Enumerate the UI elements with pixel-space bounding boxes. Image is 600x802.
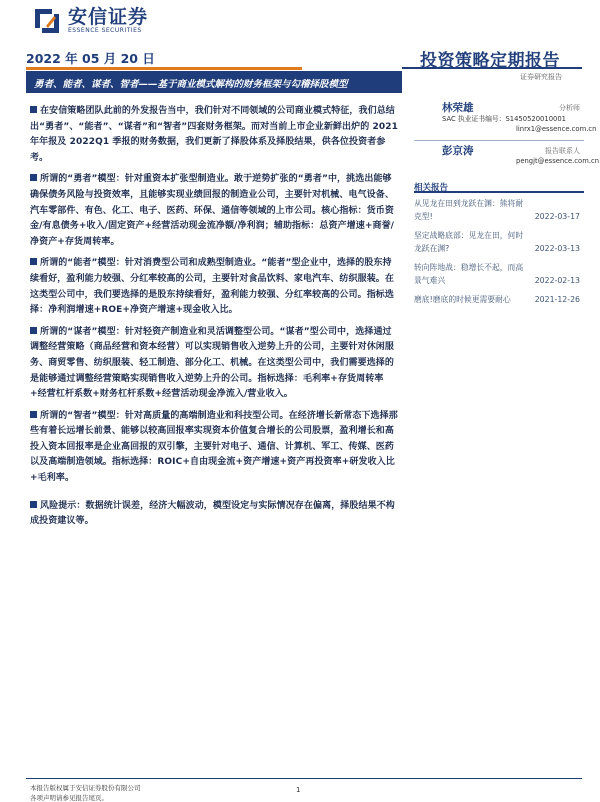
summary-paragraph: 在安信策略团队此前的外发报告当中，我们针对不同领域的公司商业模式特征，我们总结出“勇者”、“能者”、“谋者”和“智者”四套财务框架。而对当前上市企业新鲜出炉的 2021 年年报及 2022Q1 季报的财务数据，我们更新了择股体系及择股结果，供各位投资者参考。 (30, 106, 399, 163)
contact-email[interactable]: pengjt@essence.com.cn (516, 157, 600, 165)
analyst-name: 林荣雄 (442, 102, 474, 114)
report-date: 2022 年 05 月 20 日 (26, 51, 155, 66)
page-number: 1 (296, 786, 301, 794)
analyst-card (414, 100, 597, 141)
company-logo (32, 6, 148, 36)
square-bullet-icon (30, 327, 37, 334)
header-orange-rule (26, 67, 302, 70)
logo-text-cn: 安信证券 (68, 6, 149, 28)
report-subtitle: 勇者、能者、谋者、智者——基于商业模式解构的财务框架与勾稽择股模型 (34, 79, 348, 90)
analyst-role: 分析师 (559, 104, 580, 112)
contact-name: 彭京涛 (442, 145, 474, 157)
sidebar (414, 100, 600, 312)
related-report-title[interactable]: 转向阵地战：稳增长不起，而高景气难兴 (414, 263, 524, 285)
square-bullet-icon (30, 106, 37, 113)
summary-paragraph: 所谓的“勇者”模型：针对重资本扩张型制造业。敢于逆势扩张的“勇者”中，挑选出能够确保债务风险与投资效率，且能够实现业绩回报的制造业公司，主要针对机械、电气设备、汽车零部件、有色、化工、电子、医药、环保、通信等领域的上市公司。核心指标：货币资金/有息债务+收入/固定资产+经营活动现金流净额/净利润；辅助指标：总资产增速+商誉/净资产+存货周转率。 (30, 174, 395, 247)
related-report-date: 2021-12-26 (534, 295, 580, 304)
summary-paragraph: 所谓的“智者”模型：针对高质量的高端制造业和科技型公司。在经济增长新常态下选择那些有着长远增长前景、能够以较高回报率实现资本价值复合增长的公司股票，盈利增长和高投入资本回报率是企业高回报的双引擎，主要针对电子、通信、计算机、军工、传媒、医药以及高端制造领域。指标选择：ROIC+自由现金流+资产增速+资产再投资率+研发收入比+毛利率。 (30, 410, 398, 484)
related-report-date: 2022-03-13 (534, 244, 580, 253)
related-report-title[interactable]: 坚定战略底部：见龙在田，何时龙跃在渊? (414, 231, 524, 253)
related-report-item[interactable] (414, 229, 584, 255)
contact-card (414, 143, 600, 169)
related-report-item[interactable] (414, 197, 584, 223)
risk-paragraph: 风险提示：数据统计误差，经济大幅波动，模型设定与实际情况存在偏离，择股结果不构成投资建议等。 (30, 500, 395, 527)
analyst-sac-number: SAC 执业证书编号：S1450520010001 (442, 115, 566, 123)
contact-role: 报告联系人 (545, 147, 580, 155)
related-report-item[interactable] (414, 261, 584, 287)
logo-icon (32, 6, 62, 36)
related-report-title[interactable]: 磨底!磨底的时候更需要耐心 (414, 295, 511, 304)
square-bullet-icon (30, 174, 37, 181)
footer-rule (26, 778, 582, 779)
related-report-date: 2022-02-13 (534, 276, 580, 285)
subtitle-bar (26, 71, 402, 93)
logo-text-en: ESSENCE SECURITIES (68, 27, 142, 34)
related-report-item[interactable] (414, 293, 584, 306)
main-summary (30, 104, 400, 536)
date-row (26, 46, 300, 68)
report-title: 投资策略定期报告 (420, 51, 560, 71)
report-type: 证券研究报告 (520, 73, 562, 81)
related-report-date: 2022-03-17 (534, 212, 580, 221)
footer-copyright: 本报告版权属于安信证券股份有限公司 (30, 784, 141, 792)
related-reports-title: 相关报告 (414, 183, 449, 193)
summary-paragraph: 所谓的“谋者”模型：针对轻资产制造业和灵活调整型公司。“谋者”型公司中，选择通过调整经营策略（商品经营和资本经营）可以实现销售收入逆势上升的公司，主要针对休闲服务、商贸零售、纺织服装、轻工制造、部分化工、机械。在这类型公司中，我们需要选择的是能够通过调整经营策略实现销售收入逆势上升的公司。指标选择：毛利率+存货周转率+经营杠杆系数+财务杠杆系数+经营活动现金净流入/营业收入。 (30, 326, 395, 400)
footer-disclaimer: 各项声明请参见报告尾页。 (30, 794, 108, 802)
square-bullet-icon (30, 501, 37, 508)
related-report-title[interactable]: 从见龙在田到龙跃在渊：熊将耐克型! (414, 199, 524, 221)
square-bullet-icon (30, 258, 37, 265)
square-bullet-icon (30, 411, 37, 418)
analyst-email[interactable]: linrx1@essence.com.cn (516, 125, 597, 133)
related-reports-list (414, 197, 584, 306)
summary-paragraph: 所谓的“能者”模型：针对消费型公司和成熟型制造业。“能者”型企业中，选择的股东持续看好，盈利能力较强、分红率较高的公司，主要针对食品饮料、家电汽车、纺织服装。在这类型公司中，我们要选择的是股东持续看好，盈利能力较强、分红率较高的公司。指标选择：净利润增速+ROE+净资产增速+现金收入比。 (30, 258, 395, 316)
related-reports-header (414, 175, 584, 193)
